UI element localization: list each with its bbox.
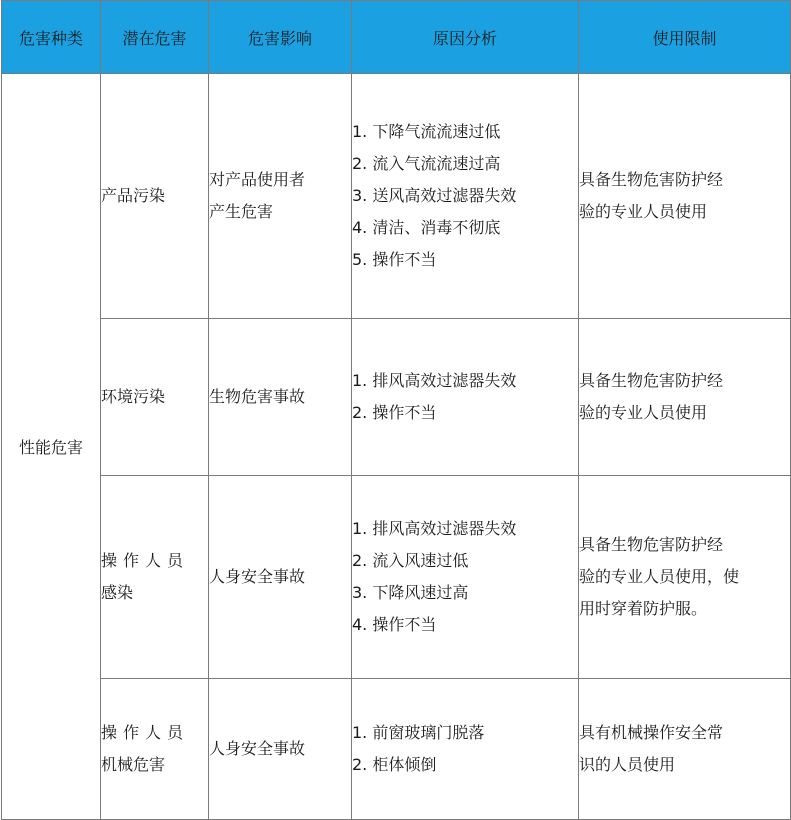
cause-item: 2. 流入气流流速过高	[352, 154, 501, 173]
table-body	[2, 74, 791, 820]
cell-line: 具备生物危害防护经	[579, 170, 724, 189]
table-row	[2, 679, 791, 820]
cell-line: 具有机械操作安全常	[579, 723, 724, 742]
hazard-analysis-table	[1, 0, 791, 820]
header-row	[2, 1, 791, 74]
cell-line: 环境污染	[101, 387, 166, 406]
cell-line: 人身安全事故	[209, 567, 306, 586]
hazard-impact-cell	[209, 319, 352, 476]
cause-item: 2. 操作不当	[352, 403, 437, 422]
cell-line: 操作人员	[101, 723, 190, 742]
header-hazard-impact: 危害影响	[209, 1, 352, 74]
table-row	[2, 476, 791, 679]
cell-line: 人身安全事故	[209, 739, 306, 758]
cell-line: 生物危害事故	[209, 387, 306, 406]
cause-analysis-cell	[352, 679, 579, 820]
table-row	[2, 74, 791, 319]
cause-analysis-cell	[352, 319, 579, 476]
cell-line: 对产品使用者	[209, 170, 306, 189]
cause-item: 3. 下降风速过高	[352, 583, 469, 602]
cause-item: 4. 操作不当	[352, 615, 437, 634]
cell-line: 具备生物危害防护经	[579, 371, 724, 390]
cell-line: 产生危害	[209, 202, 274, 221]
header-hazard-category: 危害种类	[2, 1, 101, 74]
usage-limit-cell	[579, 74, 791, 319]
cause-analysis-cell	[352, 476, 579, 679]
cell-line: 用时穿着防护服。	[579, 599, 708, 618]
cell-line: 识的人员使用	[579, 755, 676, 774]
header-potential-hazard: 潜在危害	[101, 1, 209, 74]
hazard-impact-cell	[209, 74, 352, 319]
usage-limit-cell	[579, 679, 791, 820]
cause-item: 4. 清洁、消毒不彻底	[352, 218, 501, 237]
cause-item: 1. 排风高效过滤器失效	[352, 371, 517, 390]
cell-line: 机械危害	[101, 755, 166, 774]
cause-item: 1. 前窗玻璃门脱落	[352, 723, 485, 742]
cause-item: 1. 排风高效过滤器失效	[352, 519, 517, 538]
hazard-impact-cell	[209, 476, 352, 679]
cause-item: 5. 操作不当	[352, 250, 437, 269]
hazard-impact-cell	[209, 679, 352, 820]
cause-item: 3. 送风高效过滤器失效	[352, 186, 517, 205]
table-row	[2, 319, 791, 476]
usage-limit-cell	[579, 476, 791, 679]
table-header	[2, 1, 791, 74]
cell-line: 具备生物危害防护经	[579, 535, 724, 554]
cell-line: 操作人员	[101, 551, 190, 570]
potential-hazard-cell	[101, 476, 209, 679]
cell-line: 验的专业人员使用	[579, 202, 708, 221]
cell-line: 产品污染	[101, 186, 166, 205]
cell-line: 感染	[101, 583, 134, 602]
potential-hazard-cell	[101, 319, 209, 476]
hazard-category-cell: 性能危害	[2, 74, 101, 820]
header-cause-analysis: 原因分析	[352, 1, 579, 74]
cell-line: 验的专业人员使用	[579, 403, 708, 422]
cause-item: 1. 下降气流流速过低	[352, 122, 501, 141]
potential-hazard-cell	[101, 679, 209, 820]
header-usage-limits: 使用限制	[579, 1, 791, 74]
usage-limit-cell	[579, 319, 791, 476]
cause-item: 2. 柜体倾倒	[352, 755, 437, 774]
cause-item: 2. 流入风速过低	[352, 551, 469, 570]
cause-analysis-cell	[352, 74, 579, 319]
potential-hazard-cell	[101, 74, 209, 319]
cell-line: 验的专业人员使用，使	[579, 567, 740, 586]
